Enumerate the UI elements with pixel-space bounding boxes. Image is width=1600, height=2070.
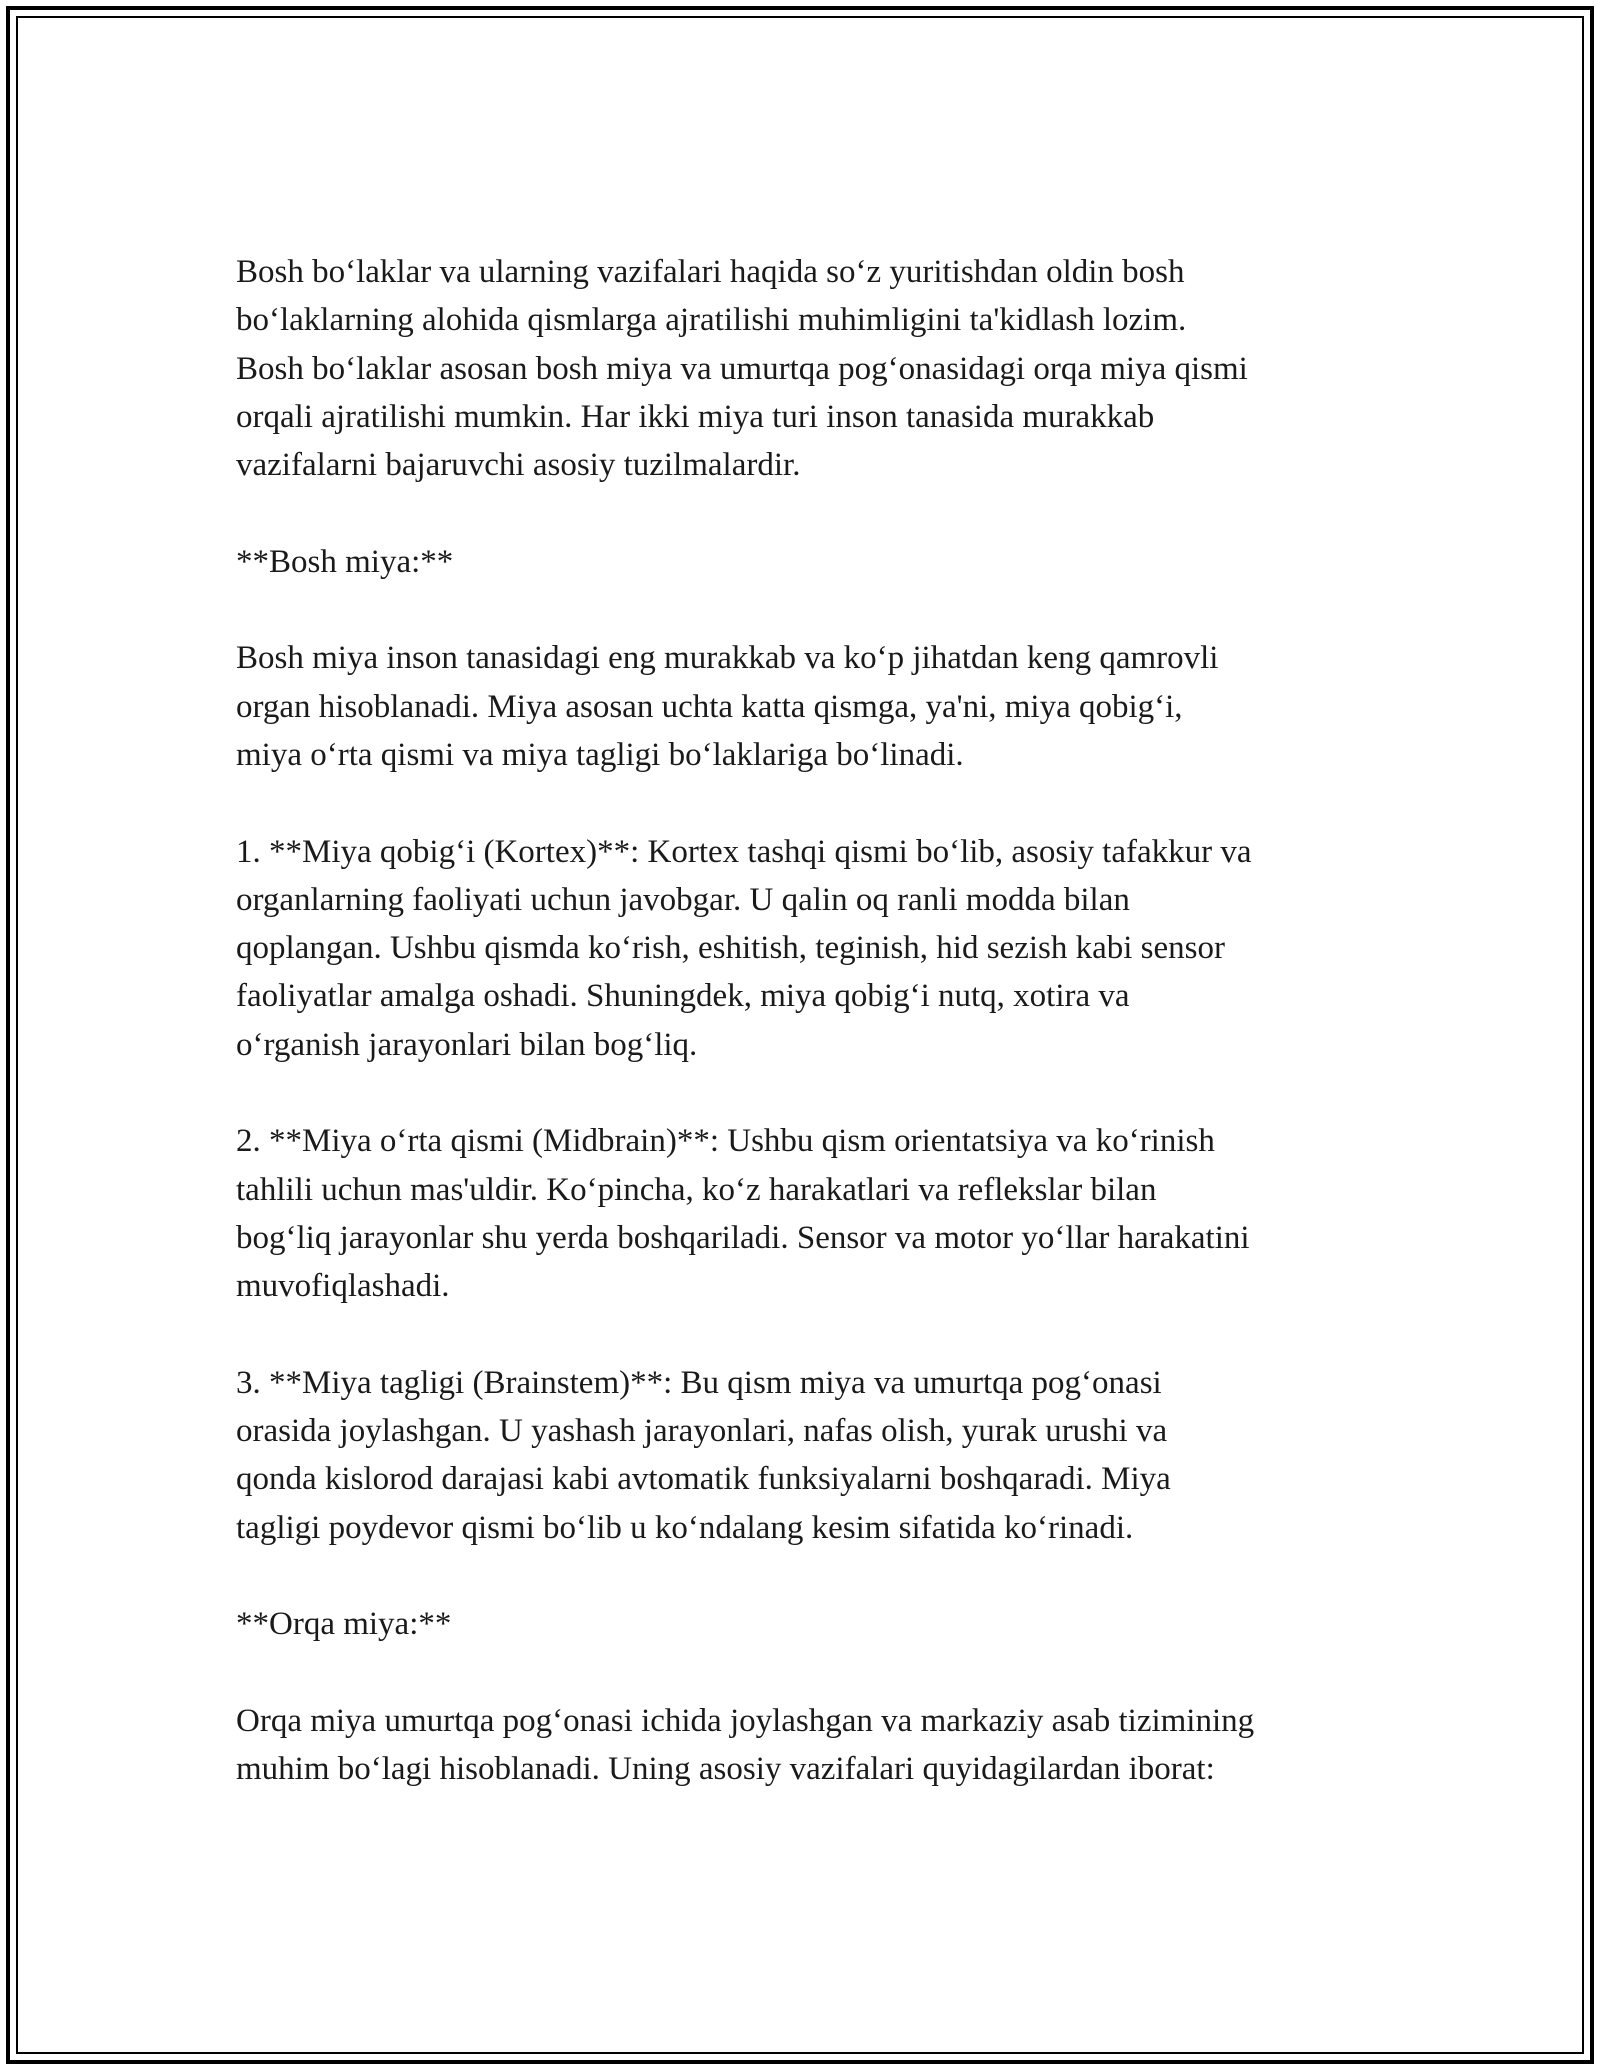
document-body <box>236 248 1386 1794</box>
list-item-midbrain: 2. **Miya o‘rta qismi (Midbrain)**: Ushbu qism orientatsiya va ko‘rinish tahlili uchun mas'uldir. Ko‘pincha, ko‘z harakatlari va reflekslar bilan bog‘liq jarayonlar shu yerda boshqariladi. Sensor va motor yo‘llar harakatini muvofiqlashadi. <box>236 1123 1250 1305</box>
heading-orqa-miya: **Orqa miya:** <box>236 1606 452 1643</box>
list-item-brainstem: 3. **Miya tagligi (Brainstem)**: Bu qism miya va umurtqa pog‘onasi orasida joylashgan. U yashash jarayonlari, nafas olish, yurak urushi va qonda kislorod darajasi kabi avtomatik funksiyalarni boshqaradi. Miya tagligi poydevor qismi bo‘lib u ko‘ndalang kesim sifatida ko‘rinadi. <box>236 1364 1171 1546</box>
orqa-miya-paragraph: Orqa miya umurtqa pog‘onasi ichida joylashgan va markaziy asab tizimining muhim bo‘lagi hisoblanadi. Uning asosiy vazifalari quyidagilardan iborat: <box>236 1702 1255 1788</box>
list-item-kortex: 1. **Miya qobig‘i (Kortex)**: Kortex tashqi qismi bo‘lib, asosiy tafakkur va organlarning faoliyati uchun javobgar. U qalin oq ranli modda bilan qoplangan. Ushbu qismda ko‘rish, eshitish, teginish, hid sezish kabi sensor faoliyatlar amalga oshadi. Shuningdek, miya qobig‘i nutq, xotira va o‘rganish jarayonlari bilan bog‘liq. <box>236 833 1252 1063</box>
heading-bosh-miya: **Bosh miya:** <box>236 543 454 580</box>
bosh-miya-paragraph: Bosh miya inson tanasidagi eng murakkab va ko‘p jihatdan keng qamrovli organ hisoblanadi. Miya asosan uchta katta qismga, ya'ni, miya qobig‘i, miya o‘rta qismi va miya tagligi bo‘laklariga bo‘linadi. <box>236 640 1219 773</box>
intro-paragraph: Bosh bo‘laklar va ularning vazifalari haqida so‘z yuritishdan oldin bosh bo‘laklarning alohida qismlarga ajratilishi muhimligini ta'kidlash lozim. Bosh bo‘laklar asosan bosh miya va umurtqa pog‘onasidagi orqa miya qismi orqali ajratilishi mumkin. Har ikki miya turi inson tanasida murakkab vazifalarni bajaruvchi asosiy tuzilmalardir. <box>236 254 1248 484</box>
